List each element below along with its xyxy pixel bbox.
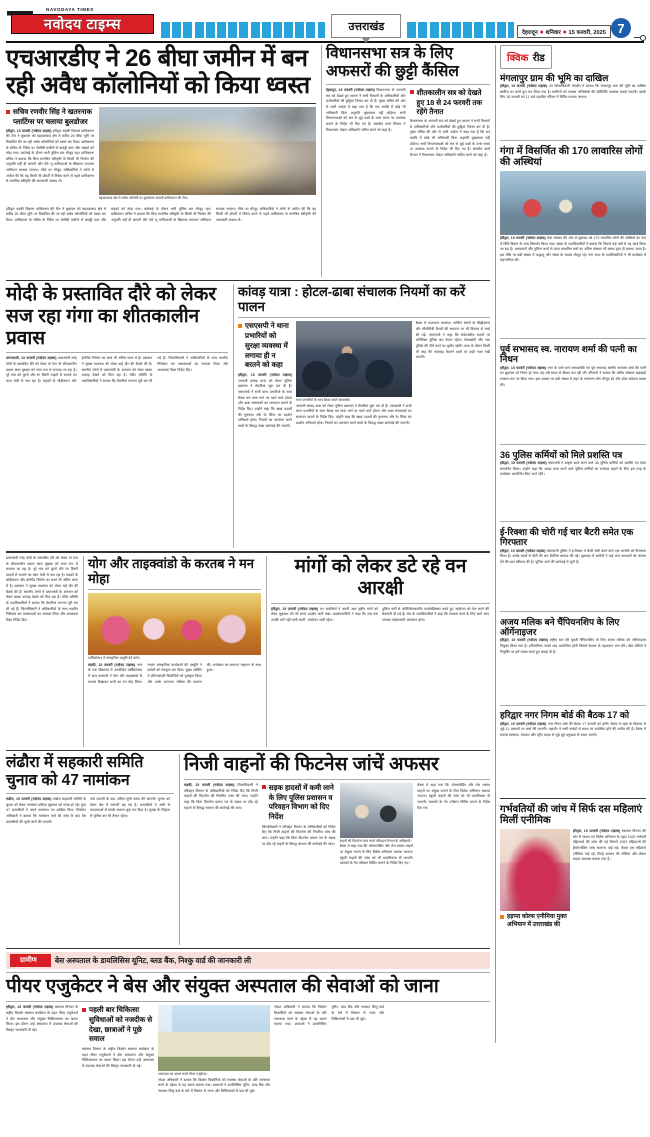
rural-tag-badge: ग्रामीण (10, 954, 51, 967)
quick-read-label-1: क्विक (507, 53, 529, 64)
ganga-body (6, 356, 228, 548)
quick-read-body (500, 638, 646, 700)
section-divider-2 (6, 551, 490, 552)
anemia-body-text: स्वास्थ्य विभाग की ओर से चलाए गए विशेष अभियान के तहत 1320 गर्भवती महिलाओं की जांच की गई जिसमें 1003 महिलाओं की हीमोग्लोबिन जांच सामान्य पाई गई। केवल दस महिलाएं एनीमिक पाई गईं, जिन्हें आयरन की गोलियां और पोषण आहार उपलब्ध कराया गया है। (572, 828, 646, 862)
yoga-dateline: रुड़की, 15 फरवरी (नवोदय टाइम्स) (88, 662, 136, 667)
dateline-day: शनिवार (545, 29, 561, 36)
quick-read-dateline: हरिद्वार, 15 फरवरी (नवोदय टाइम्स) (500, 548, 546, 553)
quick-read-dateline: हरिद्वार, 15 फरवरी (नवोदय टाइम्स) (500, 721, 547, 726)
landhaura-body-col2 (90, 797, 170, 945)
landhaura-body-left: लंढौरा सहकारी समिति के चुनाव को लेकर नामांकन प्रक्रिया शुक्रवार को संपन्न हो गई। कुल 47 प्रत्याशियों ने अपने नामांकन पत्र दाखिल किए। निर्वाचन अधिकारी ने बताया कि नामांकन पत्रों की जांच के बाद वैध प्रत्याशियों की सूची जारी की जाएगी। (6, 797, 86, 824)
anemia-bullet-row (500, 913, 570, 929)
landhaura-fitness-block (6, 754, 490, 945)
forest-dateline: हरिद्वार, 15 फरवरी (नवोदय टाइम्स) (271, 606, 319, 611)
rural-rule (6, 972, 490, 973)
fitness-body-col2 (262, 825, 336, 937)
newspaper-logo[interactable] (6, 8, 158, 38)
peer-body-right: नोडल अधिकारी ने बताया कि किशोर किशोरियों को स्वास्थ्य सेवाओं के प्रति जागरूक करने के उद्देश्य से यह भ्रमण कराया गया। छात्राओं ने डायलिसिस यूनिट, ब्लड बैंक और नवजात शिशु वार्ड के बारे में विस्तार से जाना और चिकित्सकों से प्रश्न भी पूछे। (158, 1077, 270, 1093)
peer-dateline: हरिद्वार, 15 फरवरी (नवोदय टाइम्स) (6, 1005, 54, 1010)
quick-read-item[interactable] (500, 709, 646, 795)
quick-read-dateline: हरिद्वार, 15 फरवरी (नवोदय टाइम्स) (500, 460, 547, 465)
fitness-col2 (262, 783, 336, 937)
kanwar-story[interactable] (233, 284, 490, 549)
yoga-story-photo (88, 593, 261, 655)
dateline-separator-1: ● (539, 28, 544, 36)
quick-read-label-2: रीड (532, 53, 545, 64)
quick-read-item-anemia[interactable] (500, 802, 646, 950)
peer-story-photo (158, 1005, 270, 1071)
assembly-body-col2 (410, 119, 491, 237)
forest-body-right: पुलिस पार्टी से अनिश्चितकालीन कार्यबहिष्कार करते हुए आंदोलन को तेज करने की चेतावनी दी गई है। संघ के पदाधिकारियों ने कहा कि सरकार वार्ता के लिए आगे आए अन्यथा प्रदेशव्यापी आंदोलन होगा। (382, 606, 489, 622)
peer-body-left: स्वास्थ्य विभाग के राष्ट्रीय किशोर स्वास्थ्य कार्यक्रम के तहत पीयर एजुकेटर्स ने बेस अस्पताल और संयुक्त चिकित्सालय का भ्रमण किया। इस दौरान उन्हें अस्पताल में उपलब्ध सेवाओं की विस्तृत जानकारी दी गई। (6, 1005, 78, 1032)
quick-read-headline: मंगलापुर ग्राम की भूमि का दाखिल (500, 72, 609, 83)
rural-section-strip (6, 952, 490, 969)
yoga-forest-block (6, 556, 490, 747)
main-content-area (6, 45, 491, 1093)
fitness-headline: निजी वाहनों की फिटनेस जांचें अफसर (184, 754, 439, 776)
masthead (6, 4, 644, 38)
anemia-body (573, 829, 646, 949)
fitness-col1 (184, 783, 258, 937)
landhaura-body-col1 (6, 797, 86, 945)
peer-headline: पीयर एजुकेटर ने बेस और संयुक्त अस्पताल की सेवाओं को जाना (6, 976, 439, 998)
assembly-bullet-text: शीतकालीन सत्र को देखते हुए 18 से 24 फरवरी तक रहेंगे तैनात (416, 87, 483, 117)
quick-read-photo (500, 171, 646, 235)
section-divider-1 (6, 280, 490, 281)
anemia-headline: गर्भवतियों की जांच में सिर्फ दस महिलाएं मिलीं एनीमिक (500, 803, 643, 827)
kanwar-headline: कांवड़ यात्रा : होटल-ढाबा संचालक नियमों का करें पालन (238, 283, 466, 315)
lead-rule (6, 103, 316, 104)
quick-read-body-text: राष्ट्रीय स्तर की कुश्ती चैंपियनशिप के लिए अजय मलिक को ऑर्गेनाइजर नियुक्त किया गया है। प्रतियोगिता अगले माह आयोजित होगी जिसमें देशभर के पहलवान भाग लेंगे। खेल प्रेमियों ने नियुक्ति पर हर्ष व्यक्त करते हुए बधाई दी है। (500, 638, 646, 654)
lead-kicker: सचिव रणवीर सिंह ने खतरनाक प्लाटिंग्स पर चलाया बुलडोजर (13, 107, 93, 126)
quick-read-item[interactable] (500, 615, 646, 702)
ganga-body-text: प्रधानमंत्री नरेंद्र मोदी के प्रस्तावित दौरे को लेकर मां गंगा के शीतकालीन प्रवास स्थल मुखबा को भव्य रूप से सजाया जा रहा है। पूरे गांव को फूलों और रंग बिरंगी लाइटों से सजाने का काम तेजी से चल रहा है। सड़कों के चौड़ीकरण और हेलीपैड निर्माण का कार्य भी अंतिम चरण में है। प्रशासन ने सुरक्षा व्यवस्था को लेकर कई दौर की बैठकें की हैं। स्थानीय लोगों में प्रधानमंत्री के आगमन को लेकर खासा उत्साह देखने को मिल रहा है। मंदिर समिति के पदाधिकारियों ने बताया कि तैयारियां लगभग पूरी कर ली गई हैं। जिलाधिकारी ने अधिकारियों के साथ स्थलीय निरीक्षण कर व्यवस्थाओं का जायजा लिया और आवश्यक दिशा निर्देश दिए। (6, 356, 228, 384)
peer-body-col2 (82, 1047, 154, 1137)
landhaura-headline: लंढौरा में सहकारी समिति चुनाव को 47 नामांकन (6, 754, 144, 790)
quick-read-body-text: नगर निगम बोर्ड की बैठक 17 फरवरी को होगी। बैठक में शहर के विकास से जुड़े 11 प्रस्तावों पर चर्चा की जाएगी। महापौर ने सभी पार्षदों से समय पर उपस्थित होने की अपील की है। बैठक में सफाई व्यवस्था, पेयजल और स्ट्रीट लाइट से जुड़े मुद्दे प्रमुखता से उठाए जाएंगे। (500, 721, 646, 737)
lead-dateline: हरिद्वार, 15 फरवरी (नवोदय टाइम्स) (6, 128, 52, 133)
yoga-photo-caption: वार्षिकोत्सव में सांस्कृतिक प्रस्तुति देते बच्चे। (88, 656, 140, 661)
kanwar-story-photo (296, 321, 412, 397)
forest-headline: मांगों को लेकर डटे रहे वन आरक्षी (294, 555, 467, 599)
kanwar-bullet-text: एसएसपी ने थाना प्रभारियों को सुरक्षा व्यवस्था में लगाया ही न बरतने को कहा (245, 321, 289, 370)
quick-read-body-text: एसएसपी ने उत्कृष्ट कार्य करने वाले 36 पुलिस कर्मियों को प्रशस्ति पत्र देकर सम्मानित किया। उन्होंने कहा कि अच्छा काम करने वाले पुलिस कर्मियों का मनोबल बढ़ाने के लिए इस तरह के कार्यक्रम आयोजित किए जाते रहेंगे। (500, 460, 646, 477)
quick-read-item[interactable] (500, 525, 646, 608)
dateline-date: 15 फरवरी, 2025 (568, 29, 606, 36)
masthead-divider (6, 41, 644, 43)
landhaura-story[interactable] (6, 754, 174, 945)
kanwar-body-left-2: आगामी कांवड़ यात्रा को लेकर पुलिस प्रशासन ने तैयारियां शुरू कर दी हैं। एसएसपी ने सभी थाना प्रभारियों के साथ बैठक कर यात्रा मार्ग पर पड़ने वाले होटल और ढाबा संचालकों का सत्यापन कराने के निर्देश दिए। उन्होंने कहा कि खाद्य पदार्थों की गुणवत्ता और रेट लिस्ट का प्रदर्शन अनिवार्य होगा। नियमों का उल्लंघन करने वालों के विरुद्ध सख्त कार्रवाई की जाएगी। (295, 403, 412, 425)
ganga-body-text-3: प्रधानमंत्री नरेंद्र मोदी के प्रस्तावित दौरे को लेकर मां गंगा के शीतकालीन प्रवास स्थल मुखबा को भव्य रूप से सजाया जा रहा है। पूरे गांव को फूलों और रंग बिरंगी लाइटों से सजाने का काम तेजी से चल रहा है। सड़कों के चौड़ीकरण और हेलीपैड निर्माण का कार्य भी अंतिम चरण में है। प्रशासन ने सुरक्षा व्यवस्था को लेकर कई दौर की बैठकें की हैं। स्थानीय लोगों में प्रधानमंत्री के आगमन को लेकर खासा उत्साह देखने को मिल रहा है। मंदिर समिति के पदाधिकारियों ने बताया कि तैयारियां लगभग पूरी कर ली गई हैं। जिलाधिकारी ने अधिकारियों के साथ स्थलीय निरीक्षण कर व्यवस्थाओं का जायजा लिया और आवश्यक दिशा निर्देश दिए। (6, 555, 78, 623)
kanwar-dateline: हरिद्वार, 15 फरवरी (नवोदय टाइम्स) (238, 372, 292, 377)
quick-read-divider (500, 798, 646, 799)
bullet-square-icon (410, 90, 414, 94)
lead-story-photo (99, 107, 316, 195)
peer-photo-wrap (158, 1005, 270, 1137)
kanwar-body-col3 (416, 321, 490, 479)
bullet-square-icon (500, 915, 504, 919)
section-tag (331, 14, 401, 38)
fitness-photo-caption: वाहनों की फिटनेस जांच करते परिवहन विभाग के अधिकारी। (339, 838, 412, 843)
anemia-text-col (573, 829, 646, 949)
kanwar-body-right: बैठक में यातायात व्यवस्था, पार्किंग स्थलों के चिह्नीकरण और सीसीटीवी कैमरों की स्थापना पर भी विस्तार से चर्चा की गई। एसएसपी ने कहा कि संवेदनशील स्थानों पर अतिरिक्त पुलिस बल तैनात रहेगा। गोताखोरों और जल पुलिस की टीमें घाटों पर मुस्तैद रहेंगी। यात्रा के दौरान किसी भी तरह की अफवाह फैलाने वालों पर कड़ी नजर रखी जाएगी। (415, 321, 490, 360)
quick-read-body-text: उप जिलाधिकारी मंगलौर ने बताया कि मंगलापुर ग्राम की भूमि का दाखिल खारिज का कार्य पूरा कर लिया गया है। ग्रामीणों को राजस्व अभिलेखों की प्रतिलिपि उपलब्ध कराई जाएगी। इसके लिए 18 फरवरी को 11 बजे तहसील परिसर में शिविर लगाया जाएगा। (500, 83, 646, 100)
dateline (517, 25, 611, 38)
quick-read-item[interactable] (500, 71, 646, 137)
quick-read-headline: अजय मलिक बने चैंपियनशिप के लिए ऑर्गेनाइजर (500, 616, 620, 637)
quick-read-body (500, 549, 646, 607)
quick-read-dateline: हरिद्वार, 15 फरवरी (नवोदय टाइम्स) (500, 365, 547, 370)
peer-body-left-2: स्वास्थ्य विभाग के राष्ट्रीय किशोर स्वास्थ्य कार्यक्रम के तहत पीयर एजुकेटर्स ने बेस अस्पताल और संयुक्त चिकित्सालय का भ्रमण किया। इस दौरान उन्हें अस्पताल में उपलब्ध सेवाओं की विस्तृत जानकारी दी गई। (82, 1047, 154, 1069)
fitness-story-photo (340, 783, 414, 838)
assembly-story[interactable] (321, 45, 490, 277)
section-divider-4 (6, 948, 490, 949)
quick-read-body (500, 84, 646, 136)
fitness-col4 (417, 783, 490, 937)
anemia-dateline: हरिद्वार, 15 फरवरी (नवोदय टाइम्स) (572, 828, 621, 833)
assembly-body-text-2: विधानसभा के आगामी सत्र को देखते हुए शासन ने सभी विभागों के अधिकारियों और कर्मचारियों की छुट्टियां निरस्त कर दी हैं। मुख्य सचिव की ओर से जारी आदेश में कहा गया है कि सत्र अवधि में कोई भी अधिकारी बिना अनुमति मुख्यालय नहीं छोड़ेगा। सभी विभागाध्यक्षों को सत्र से जुड़े प्रश्नों के उत्तर समय पर उपलब्ध कराने के निर्देश भी दिए गए हैं। संसदीय कार्य विभाग ने विभागवार नोडल अधिकारी नामित करने को कहा है। (409, 119, 490, 158)
yoga-body-text: नगर के एक विद्यालय में आयोजित वार्षिकोत्सव में छात्र छात्राओं ने योग और ताइक्वांडो के करतब दिखाकर सभी का मन मोह लिया। रंगारंग सांस्कृतिक कार्यक्रमों की प्रस्तुति ने दर्शकों को मंत्रमुग्ध कर दिया। मुख्य अतिथि ने प्रतिभाशाली विद्यार्थियों को पुरस्कृत किया और उनके उज्ज्वल भविष्य की कामना की। कार्यक्रम का समापन राष्ट्रगान के साथ हुआ। (88, 662, 261, 684)
anemia-photo-wrap (500, 829, 570, 949)
lead-body-continued (6, 207, 316, 277)
quick-read-headline: पूर्व सभासद स्व. नारायण शर्मा की पत्नी का निधन (500, 343, 637, 365)
bullet-square-icon (238, 324, 242, 328)
quick-read-body-text: सेवा संस्थान की ओर से शुक्रवार को 170 लावारिस लोगों की अस्थियों का गंगा में विधि विधान के साथ विसर्जन किया गया। संस्था के पदाधिकारियों ने बताया कि पिछले कई वर्षों से यह कार्य किया जा रहा है। अस्पतालों और पुलिस थानों से प्राप्त लावारिस शवों का अंतिम संस्कार भी संस्था द्वारा ही कराया जाता है। इस मौके पर बड़ी संख्या में श्रद्धालु और संस्था के सदस्य मौजूद रहे। गंगा सभा के पदाधिकारियों ने भी कार्यक्रम में सहभागिता की। (500, 235, 646, 263)
kanwar-photo-caption: थाना प्रभारियों के साथ बैठक करते एसएसपी। (295, 398, 351, 403)
peer-story[interactable] (6, 976, 490, 1137)
peer-col2 (82, 1005, 154, 1137)
masthead-tail-rule (634, 37, 644, 38)
logo-hindi-text: नवोदय टाइम्स (43, 17, 122, 33)
quick-read-dateline: हरिद्वार, 15 फरवरी (नवोदय टाइम्स) (500, 235, 546, 240)
kanwar-rule (238, 317, 490, 318)
section-tag-label: उत्तराखंड (348, 21, 385, 33)
kanwar-body-left: आगामी कांवड़ यात्रा को लेकर पुलिस प्रशासन ने तैयारियां शुरू कर दी हैं। एसएसपी ने सभी थाना प्रभारियों के साथ बैठक कर यात्रा मार्ग पर पड़ने वाले होटल और ढाबा संचालकों का सत्यापन कराने के निर्देश दिए। उन्होंने कहा कि खाद्य पदार्थों की गुणवत्ता और रेट लिस्ट का प्रदर्शन अनिवार्य होगा। नियमों का उल्लंघन करने वालों के विरुद्ध सख्त कार्रवाई की जाएगी। (238, 378, 292, 428)
lead-story[interactable] (6, 45, 316, 277)
quick-read-headline: 36 पुलिस कर्मियों को मिले प्रशस्ति पत्र (500, 449, 623, 460)
quick-read-dateline: हरिद्वार, 15 फरवरी (नवोदय टाइम्स) (500, 638, 548, 643)
lead-kicker-row (6, 107, 94, 126)
quick-read-divider (500, 705, 646, 706)
landhaura-col1 (6, 797, 86, 945)
bullet-square-icon (262, 785, 266, 789)
assembly-dateline: देहरादून, 15 फरवरी (नवोदय टाइम्स) (326, 87, 375, 92)
fitness-body-right: बैठक में कहा गया कि ओवरलोडिंग और तेज रफ्तार वाहनों पर अंकुश लगाने के लिए विशेष अभियान चलाया जाएगा। स्कूली वाहनों की जांच को भी प्राथमिकता दी जाएगी। चालकों के नेत्र परीक्षण शिविर लगाने के निर्देश दिए गए। (339, 844, 414, 866)
quick-read-divider (500, 338, 646, 339)
fitness-body-left-2: जिलाधिकारी ने परिवहन विभाग के अधिकारियों को निर्देश दिए कि निजी वाहनों की फिटनेस की नियमित जांच की जाए। उन्होंने कहा कि बिना फिटनेस प्रमाण पत्र के सड़क पर दौड़ रहे वाहनों के विरुद्ध चालान की कार्रवाई की जाए। (261, 824, 336, 846)
landhaura-dateline: लंढौरा, 15 फरवरी (नवोदय टाइम्स) (6, 797, 52, 802)
landhaura-body-right: नाम वापसी के बाद अंतिम सूची चस्पा की जाएगी। चुनाव को लेकर क्षेत्र में सरगर्मी बढ़ गई है। प्रत्याशियों ने अभी से मतदाताओं से संपर्क साधना शुरू कर दिया है। सुरक्षा के लिहाज से पुलिस बल भी तैनात रहेगा। (90, 797, 170, 818)
fitness-body-col1 (184, 783, 258, 933)
rural-strip-text: बेस अस्पताल के डायलिसिस यूनिट, ब्लड बैंक, निश्कु वार्ड की जानकारी ली (54, 955, 252, 965)
forest-body-col1 (271, 607, 378, 735)
quick-read-body-text: नगर के जाने माने समाजसेवी एवं पूर्व सभासद स्वर्गीय नारायण शर्मा की पत्नी का शुक्रवार को निधन हो गया। वह लंबे समय से बीमार चल रही थीं। परिजनों ने बताया कि अंतिम संस्कार खड़खड़ी श्मशान घाट पर किया गया। इस अवसर पर बड़ी संख्या में शहर के गणमान्य लोग मौजूद रहे और शोक संवेदना व्यक्त की। (500, 365, 646, 387)
quick-read-divider (500, 140, 646, 141)
anemia-bullet-text: हड़प्पा कोल्स एनीमिया मुक्त अभियान में उत्तराखंड की (507, 913, 567, 929)
forest-story[interactable] (266, 556, 490, 747)
assembly-body-col1 (326, 88, 406, 238)
forest-col1 (271, 607, 378, 735)
top-block (6, 45, 490, 277)
yoga-headline: योग और ताइक्वांडो के करतब ने मन मोहा (88, 555, 254, 587)
quick-read-item[interactable] (500, 144, 646, 335)
fitness-story[interactable] (179, 754, 490, 945)
kanwar-photo-wrap (296, 321, 412, 479)
assembly-col1 (326, 88, 406, 238)
quick-read-divider (500, 444, 646, 445)
kanwar-col3 (416, 321, 490, 479)
quick-read-column (495, 45, 646, 1043)
forest-body-col2 (382, 607, 489, 735)
quick-read-body (500, 461, 646, 517)
anemia-photo (500, 829, 570, 911)
kanwar-body-col1 (238, 373, 292, 473)
yoga-story[interactable] (83, 556, 261, 747)
quick-read-header (500, 45, 552, 69)
peer-bullet-text: पहली बार चिकित्सा सुविधाओं को नजदीक से देखा, छात्राओं ने पूछे सवाल (89, 1005, 153, 1044)
fitness-body-col3 (340, 844, 414, 930)
dateline-separator-2: ● (562, 28, 567, 36)
quick-read-body (500, 722, 646, 794)
decorative-bars-right (407, 22, 514, 38)
assembly-headline: विधानसभा सत्र के लिए अफसरों की छुट्टी कैंसिल (326, 45, 459, 80)
kanwar-bullet-row (238, 321, 292, 370)
yoga-body (88, 663, 261, 747)
quick-read-item[interactable] (500, 342, 646, 441)
ganga-overflow-col (6, 556, 78, 747)
lead-story-headline: एचआरडीए ने 26 बीघा जमीन में बन रही अवैध कॉलोनियों को किया ध्वस्त (6, 45, 310, 100)
fitness-dateline: रुड़की, 15 फरवरी (नवोदय टाइम्स) (184, 782, 235, 787)
assembly-col2 (410, 88, 491, 238)
decorative-bars-left (161, 22, 325, 38)
quick-read-item[interactable] (500, 448, 646, 518)
assembly-rule (326, 84, 490, 85)
peer-col4 (274, 1005, 384, 1137)
dateline-city: देहरादून (521, 29, 538, 36)
bullet-square-icon (82, 1008, 86, 1012)
forest-col2 (382, 607, 489, 735)
lead-photo-caption: बहादराबाद क्षेत्र में अवैध कॉलोनी पर बुलडोजर चलाती प्राधिकरण की टीम। (99, 196, 188, 201)
ganga-headline: मोदी के प्रस्तावित दौरे को लेकर सज रहा गंगा का शीतकालीन प्रवास (6, 283, 217, 349)
fitness-body-right-2: बैठक में कहा गया कि ओवरलोडिंग और तेज रफ्तार वाहनों पर अंकुश लगाने के लिए विशेष अभियान चलाया जाएगा। स्कूली वाहनों की जांच को भी प्राथमिकता दी जाएगी। चालकों के नेत्र परीक्षण शिविर लगाने के निर्देश दिए गए। (417, 782, 491, 810)
quick-read-headline: गंगा में विसर्जित की 170 लावारिस लोगों की अस्थियां (500, 145, 643, 169)
landhaura-rule (6, 793, 174, 794)
page-body (6, 45, 646, 1093)
peer-body-col4 (274, 1005, 384, 1125)
peer-body-col3 (158, 1078, 270, 1126)
yoga-rule (88, 589, 261, 590)
logo-nameplate (11, 14, 154, 34)
peer-bullet-row (82, 1005, 154, 1044)
peer-body-right-2: नोडल अधिकारी ने बताया कि किशोर किशोरियों को स्वास्थ्य सेवाओं के प्रति जागरूक करने के उद्देश्य से यह भ्रमण कराया गया। छात्राओं ने डायलिसिस यूनिट, ब्लड बैंक और नवजात शिशु वार्ड के बारे में विस्तार से जाना और चिकित्सकों से प्रश्न भी पूछे। (274, 1005, 384, 1027)
fitness-body-col4 (417, 783, 490, 933)
lead-photo-wrap (99, 107, 316, 204)
quick-read-body-text: कोतवाली पुलिस ने ई-रिक्शा से बैटरी चोरी करने वाले एक आरोपी को गिरफ्तार किया है। उसके कब्जे से चोरी की चार बैटरियां बरामद की गईं। पूछताछ में आरोपी ने कई अन्य वारदातों को अंजाम देने की बात स्वीकार की है। पुलिस आगे की कार्रवाई में जुटी है। (500, 548, 646, 564)
fitness-rule (184, 779, 490, 780)
ganga-body-overflow (6, 556, 78, 726)
quick-read-body (500, 236, 646, 334)
fitness-bullet-text: सड़क हादसों में कमी लाने के लिए पुलिस प्रशासन व परिवहन विभाग को दिए निर्देश (268, 782, 334, 822)
lead-body-col1 (6, 129, 94, 205)
bullet-square-icon (6, 110, 10, 114)
fitness-bullet-row (262, 783, 336, 822)
ganga-story[interactable] (6, 284, 228, 549)
peer-photo-caption: अस्पताल का भ्रमण करते पीयर एजुकेटर। (158, 1072, 208, 1077)
section-divider-3 (6, 750, 490, 751)
kanwar-kicker-col (238, 321, 292, 479)
ganga-dateline: उत्तरकाशी, 15 फरवरी (नवोदय टाइम्स) (6, 356, 57, 361)
assembly-body-text: विधानसभा के आगामी सत्र को देखते हुए शासन ने सभी विभागों के अधिकारियों और कर्मचारियों की छुट्टियां निरस्त कर दी हैं। मुख्य सचिव की ओर से जारी आदेश में कहा गया है कि सत्र अवधि में कोई भी अधिकारी बिना अनुमति मुख्यालय नहीं छोड़ेगा। सभी विभागाध्यक्षों को सत्र से जुड़े प्रश्नों के उत्तर समय पर उपलब्ध कराने के निर्देश भी दिए गए हैं। संसदीय कार्य विभाग ने विभागवार नोडल अधिकारी नामित करने को कहा है। (326, 87, 406, 132)
forest-rule (271, 603, 490, 604)
fitness-photo-wrap (340, 783, 414, 937)
quick-read-body (500, 366, 646, 440)
quick-read-divider (500, 611, 646, 612)
peer-body-col1 (6, 1005, 78, 1125)
quick-read-headline: हरिद्वार नगर निगम बोर्ड की बैठक 17 को (500, 710, 630, 721)
ganga-rule (6, 352, 228, 353)
lead-body-more: हरिद्वार रुड़की विकास प्राधिकरण की टीम ने शुक्रवार को बहादराबाद क्षेत्र में करीब 26 बीघा भूमि पर विकसित की जा रही अवैध कॉलोनियों को ध्वस्त कर दिया। प्राधिकरण के सचिव के निर्देश पर जेसीबी मशीनों से बाउंड्री वाल और सड़कों को तोड़ा गया। कार्रवाई के दौरान भारी पुलिस बल मौजूद रहा। प्राधिकरण सचिव ने बताया कि बिना मानचित्र स्वीकृति के किसी भी निर्माण की अनुमति नहीं दी जाएगी और ऐसे भू माफियाओं के खिलाफ लगातार अभियान चलाया जाएगा। मौके पर मौजूद अधिकारियों ने लोगों से अपील की कि वह किसी भी प्रॉपर्टी में निवेश करने से पहले प्राधिकरण से मानचित्र स्वीकृति की जानकारी अवश्य लें। (6, 206, 316, 222)
peer-col1 (6, 1005, 78, 1137)
assembly-bullet-row (410, 88, 491, 117)
middle-block (6, 284, 490, 549)
logo-latin-text: NAVODAYA TIMES (46, 7, 94, 12)
quick-read-divider (500, 521, 646, 522)
kanwar-body-col2 (296, 404, 412, 476)
quick-read-dateline: हरिद्वार, 15 फरवरी (नवोदय टाइम्स) (500, 83, 548, 88)
landhaura-col2 (90, 797, 170, 945)
lead-body-text: हरिद्वार रुड़की विकास प्राधिकरण की टीम ने शुक्रवार को बहादराबाद क्षेत्र में करीब 26 बीघा भूमि पर विकसित की जा रही अवैध कॉलोनियों को ध्वस्त कर दिया। प्राधिकरण के सचिव के निर्देश पर जेसीबी मशीनों से बाउंड्री वाल और सड़कों को तोड़ा गया। कार्रवाई के दौरान भारी पुलिस बल मौजूद रहा। प्राधिकरण सचिव ने बताया कि बिना मानचित्र स्वीकृति के किसी भी निर्माण की अनुमति नहीं दी जाएगी और ऐसे भू माफियाओं के खिलाफ लगातार अभियान चलाया जाएगा। मौके पर मौजूद अधिकारियों ने लोगों से अपील की कि वह किसी भी प्रॉपर्टी में निवेश करने से पहले प्राधिकरण से मानचित्र स्वीकृति की जानकारी अवश्य लें। (6, 128, 94, 184)
fitness-body-left: जिलाधिकारी ने परिवहन विभाग के अधिकारियों को निर्देश दिए कि निजी वाहनों की फिटनेस की नियमित जांच की जाए। उन्होंने कहा कि बिना फिटनेस प्रमाण पत्र के सड़क पर दौड़ रहे वाहनों के विरुद्ध चालान की कार्रवाई की जाए। (184, 782, 258, 810)
peer-rule (6, 1001, 490, 1002)
lead-left-column (6, 107, 94, 204)
page-number-badge: 7 (611, 18, 631, 38)
forest-body-left: वन आरक्षियों ने अपनी आठ सूत्रीय मांगों को लेकर शुक्रवार को भी धरना प्रदर्शन जारी रखा। प्रदर्शनकारियों ने कहा कि जब तक उनकी मांगें नहीं मानी जातीं, आंदोलन जारी रहेगा। (271, 606, 378, 622)
quick-read-headline: ई-रिक्शा की चोरी गई चार बैटरी समेत एक गिरफ्तार (500, 526, 634, 548)
